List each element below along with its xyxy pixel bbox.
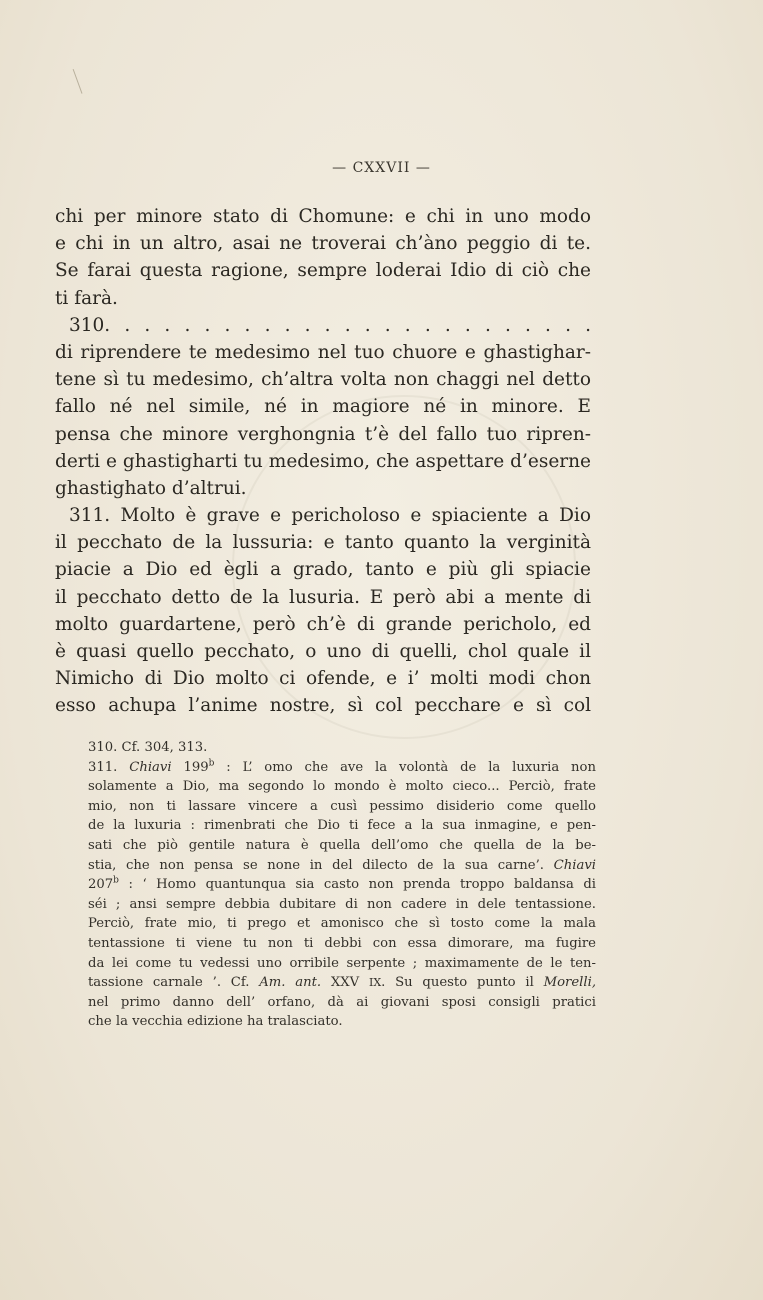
text-line: piacie a Dio ed ègli a grado, tanto e più gli spiacie	[55, 559, 591, 581]
footnote-311-line: tentassione ti viene tu non ti debbi con essa dimorare, ma fugire	[88, 935, 596, 951]
text-line: fallo né nel simile, né in magiore né in minore. E	[55, 396, 591, 418]
footnote-text: 311.	[88, 759, 130, 775]
footnote-311-line	[88, 875, 596, 895]
footnote-text: XXV	[321, 975, 369, 991]
text-line: e chi in un altro, asai ne troverai ch’àno peggio di te.	[55, 233, 591, 255]
text-line: derti e ghastigharti tu medesimo, che aspettare d’eserne	[55, 450, 591, 472]
footnote-text: : L’ omo che ave la volontà de la luxuria non	[214, 759, 596, 775]
paragraph-311-start: 311. Molto è grave e pericholoso e spiaciente a Dio	[69, 505, 591, 527]
footnote-311-line	[88, 758, 596, 778]
footnote-text: 199	[171, 759, 209, 775]
footnote-311-line: nel primo danno dell’ orfano, dà ai giovani sposi consigli pratici	[88, 994, 596, 1010]
text-line: molto guardartene, però ch’è di grande pericholo, ed	[55, 613, 591, 635]
superscript: b	[113, 875, 119, 886]
author-name: Morelli,	[543, 975, 597, 991]
superscript: b	[208, 758, 215, 769]
text-line: pensa che minore verghongnia t’è del fallo tuo ripren-	[55, 423, 591, 445]
footnote-311-line	[88, 973, 596, 993]
text-line: il pecchato detto de la lusuria. E però abi a mente di	[55, 586, 591, 608]
footnotes	[88, 738, 596, 1032]
footnote-text: stia, che non pensa se none in del dilecto de la sua carne’.	[88, 857, 554, 873]
footnote-311-line: sati che piò gentile natura è quella dell’omo che quella de la be-	[88, 837, 596, 853]
main-text	[55, 203, 591, 720]
text-line: Nimicho di Dio molto ci ofende, e i’ molti modi chon	[55, 668, 591, 690]
footnote-310: 310. Cf. 304, 313.	[88, 740, 208, 755]
text-line: esso achupa l’anime nostre, sì col pecchare e sì col	[55, 695, 591, 717]
text-line: ti farà.	[55, 287, 118, 309]
footnote-text: : ‘ Homo quantunqua sia casto non prenda troppo baldansa di	[118, 877, 596, 893]
text-line: il pecchato de la lussuria: e tanto quanto la verginità	[55, 532, 591, 554]
source-title: Chiavi	[553, 857, 596, 873]
source-title: Chiavi	[129, 759, 172, 775]
footnote-311-line	[88, 856, 596, 876]
footnote-311-line: mio, non ti lassare vincere a cusì pessimo disiderio come quello	[88, 798, 596, 814]
text-line: tene sì tu medesimo, ch’altra volta non chaggi nel detto	[55, 369, 591, 391]
text-line: di riprendere te medesimo nel tuo chuore e ghastighar-	[55, 341, 591, 363]
footnote-311-line: de la luxuria : rimenbrati che Dio ti fece a la sua inmagine, e pen-	[88, 818, 596, 834]
source-title: Am. ant.	[259, 975, 322, 991]
footnote-311-line: che la vecchia edizione ha tralasciato.	[88, 1014, 343, 1030]
text-line: chi per minore stato di Chomune: e chi in uno modo	[55, 206, 591, 227]
text-line: ghastighato d’altrui.	[55, 477, 247, 499]
margin-mark	[73, 68, 85, 93]
footnote-text: 207	[88, 877, 114, 893]
small-caps-numeral: IX	[368, 976, 382, 990]
footnote-311-line: Perciò, frate mio, ti prego et amonisco che sì tosto come la mala	[88, 916, 596, 932]
text-line: è quasi quello pecchato, o uno di quelli, chol quale il	[55, 641, 591, 662]
footnote-311-line: da lei come tu vedessi uno orribile serpente ; maximamente de le ten-	[88, 955, 596, 971]
footnote-text: . Su questo punto il	[381, 975, 544, 991]
footnote-311-line: solamente a Dio, ma segondo lo mondo è molto cieco... Perciò, frate	[88, 779, 596, 795]
text-line: Se farai questa ragione, sempre loderai Idio di ciò che	[55, 260, 591, 282]
running-head: — CXXVII —	[332, 160, 431, 176]
footnote-311-line: séi ; ansi sempre debbia dubitare di non cadere in dele tentassione.	[88, 896, 596, 912]
paragraph-310-heading: 310. . . . . . . . . . . . . . . . . . . . . . . . .	[69, 314, 591, 336]
footnote-text: tassione carnale ’. Cf.	[88, 975, 260, 991]
